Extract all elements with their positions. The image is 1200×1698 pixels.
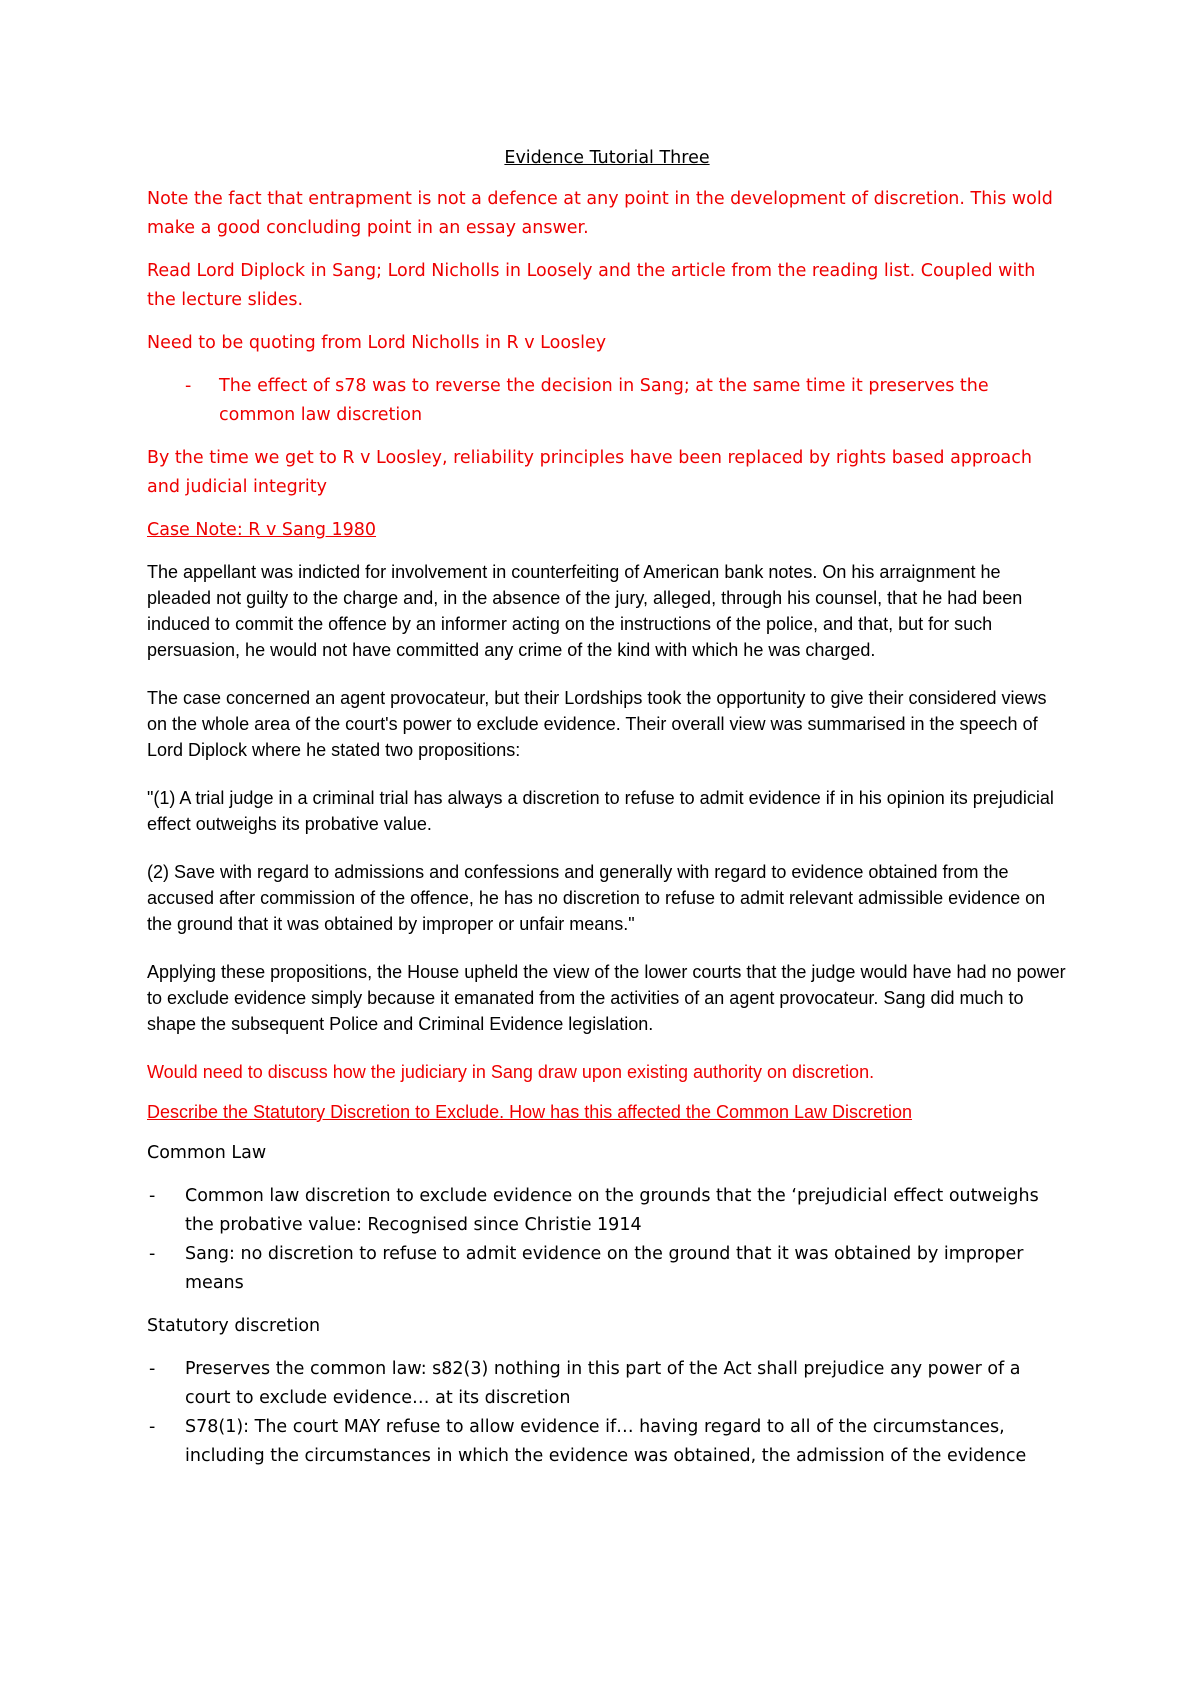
list-item: - Preserves the common law: s82(3) nothing in this part of the Act shall prejudice any power of a court to exclude evidence… at its discretion <box>147 1355 1067 1413</box>
case-paragraph-facts: The appellant was indicted for involvement in counterfeiting of American bank notes. On his arraignment he pleaded not guilty to the charge and, in the absence of the jury, alleged, through his counsel, that he had been induced to commit the offence by an informer acting on the instructions of the police, and that, but for such persuasion, he would not have committed any crime of the kind with which he was charged. <box>147 562 1023 660</box>
case-paragraph-agent: The case concerned an agent provocateur, but their Lordships took the opportunity to give their considered views on the whole area of the court's power to exclude evidence. Their overall view was summarised in the speech of Lord Diplock where he stated two propositions: <box>147 688 1047 760</box>
note-loosley: By the time we get to R v Loosley, reliability principles have been replaced by rights based approach and judicial integrity <box>147 448 1032 497</box>
case-proposition-2: (2) Save with regard to admissions and confessions and generally with regard to evidence obtained from the accused after commission of the offence, he has no discretion to refuse to admit relevant admissible evidence on the ground that it was obtained by improper or unfair means." <box>147 862 1046 934</box>
case-proposition-1: "(1) A trial judge in a criminal trial has always a discretion to refuse to admit evidence if in his opinion its prejudicial effect outweighs its probative value. <box>147 788 1054 834</box>
note-quoting: Need to be quoting from Lord Nicholls in R v Loosley <box>147 333 607 353</box>
statutory-heading: Statutory discretion <box>147 1316 321 1336</box>
note-entrapment: Note the fact that entrapment is not a defence at any point in the development of discretion. This wold make a good concluding point in an essay answer. <box>147 189 1053 238</box>
red-note-judiciary: Would need to discuss how the judiciary in Sang draw upon existing authority on discretion. <box>147 1062 875 1082</box>
document-title: Evidence Tutorial Three <box>504 148 710 168</box>
list-item: - S78(1): The court MAY refuse to allow evidence if… having regard to all of the circumstances, including the circumstances in which the evidence was obtained, the admission of the evidence <box>147 1413 1067 1471</box>
statutory-list <box>147 1355 1067 1471</box>
note-bullet-list <box>147 372 1067 430</box>
list-item: - Common law discretion to exclude evidence on the grounds that the ‘prejudicial effect outweighs the probative value: Recognised since Christie 1914 <box>147 1182 1067 1240</box>
note-reading: Read Lord Diplock in Sang; Lord Nicholls in Loosely and the article from the reading list. Coupled with the lecture slides. <box>147 261 1036 310</box>
common-law-list <box>147 1182 1067 1298</box>
document-body <box>147 144 1067 1485</box>
common-law-heading: Common Law <box>147 1143 267 1163</box>
list-item: - Sang: no discretion to refuse to admit evidence on the ground that it was obtained by improper means <box>147 1240 1067 1298</box>
case-note-heading: Case Note: R v Sang 1980 <box>147 520 377 540</box>
note-bullet-s78: - The effect of s78 was to reverse the decision in Sang; at the same time it preserves the common law discretion <box>147 372 1067 430</box>
case-paragraph-applying: Applying these propositions, the House upheld the view of the lower courts that the judge would have had no power to exclude evidence simply because it emanated from the activities of an agent provocateur. Sang did much to shape the subsequent Police and Criminal Evidence legislation. <box>147 962 1066 1034</box>
question-heading: Describe the Statutory Discretion to Exclude. How has this affected the Common Law Discretion <box>147 1102 913 1122</box>
